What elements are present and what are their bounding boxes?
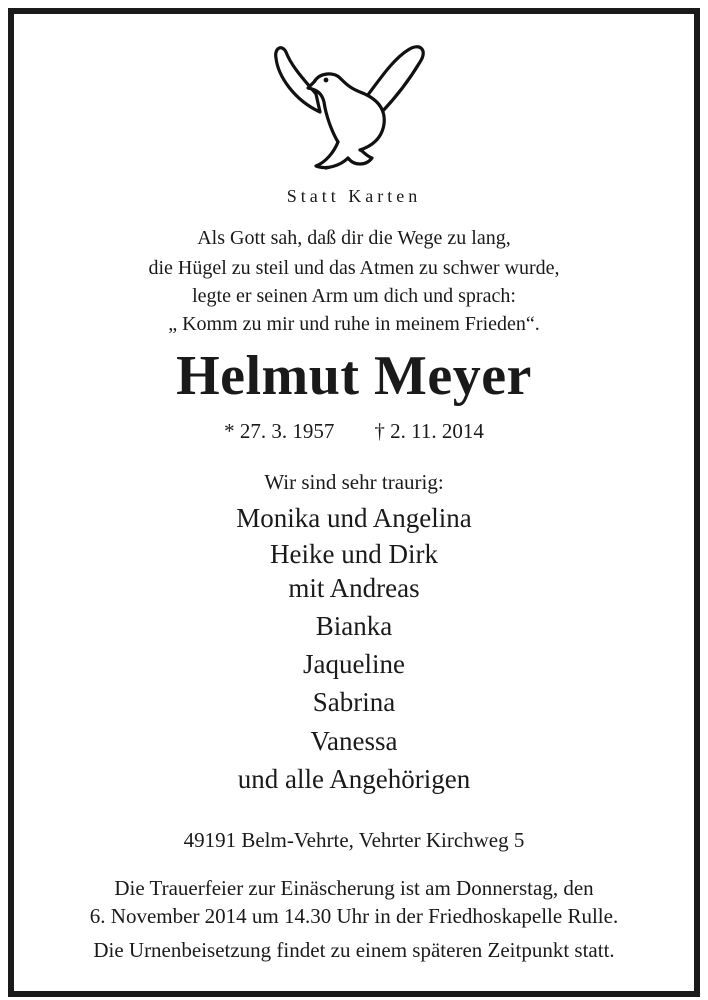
mourner-name: Sabrina	[312, 687, 396, 717]
poem-line-4: „ Komm zu mir und ruhe in meinem Frieden“.	[168, 313, 540, 335]
statt-karten-label: Statt Karten	[286, 186, 422, 206]
mourner-name: Vanessa	[310, 726, 398, 756]
deceased-name: Helmut Meyer	[176, 345, 532, 407]
mourner-name: und alle Angehörigen	[237, 764, 471, 794]
mourner-name: Jaqueline	[303, 649, 405, 679]
mourner-name: mit Andreas	[288, 573, 420, 603]
poem-line-1: Als Gott sah, daß dir die Wege zu lang,	[197, 227, 511, 249]
family-address: 49191 Belm-Vehrte, Vehrter Kirchweg 5	[183, 828, 525, 852]
poem-line-2: die Hügel zu steil und das Atmen zu schwer wurde,	[148, 257, 560, 279]
poem-line-3: legte er seinen Arm um dich und sprach:	[192, 285, 516, 307]
mourner-name: Heike und Dirk	[270, 539, 438, 569]
life-dates	[0, 419, 708, 444]
mourner-name: Monika und Angelina	[236, 503, 472, 533]
mourners-intro: Wir sind sehr traurig:	[264, 470, 444, 494]
ceremony-notice-line-2: 6. November 2014 um 14.30 Uhr in der Friedhoskapelle Rulle.	[89, 904, 619, 928]
dove-icon	[268, 38, 430, 174]
ceremony-notice-line-1: Die Trauerfeier zur Einäscherung ist am Donnerstag, den	[114, 876, 594, 900]
mourner-name: Bianka	[315, 611, 393, 641]
death-date: † 2. 11. 2014	[374, 419, 484, 443]
birth-date: * 27. 3. 1957	[224, 419, 335, 443]
urn-burial-notice: Die Urnenbeisetzung findet zu einem späteren Zeitpunkt statt.	[93, 938, 615, 962]
